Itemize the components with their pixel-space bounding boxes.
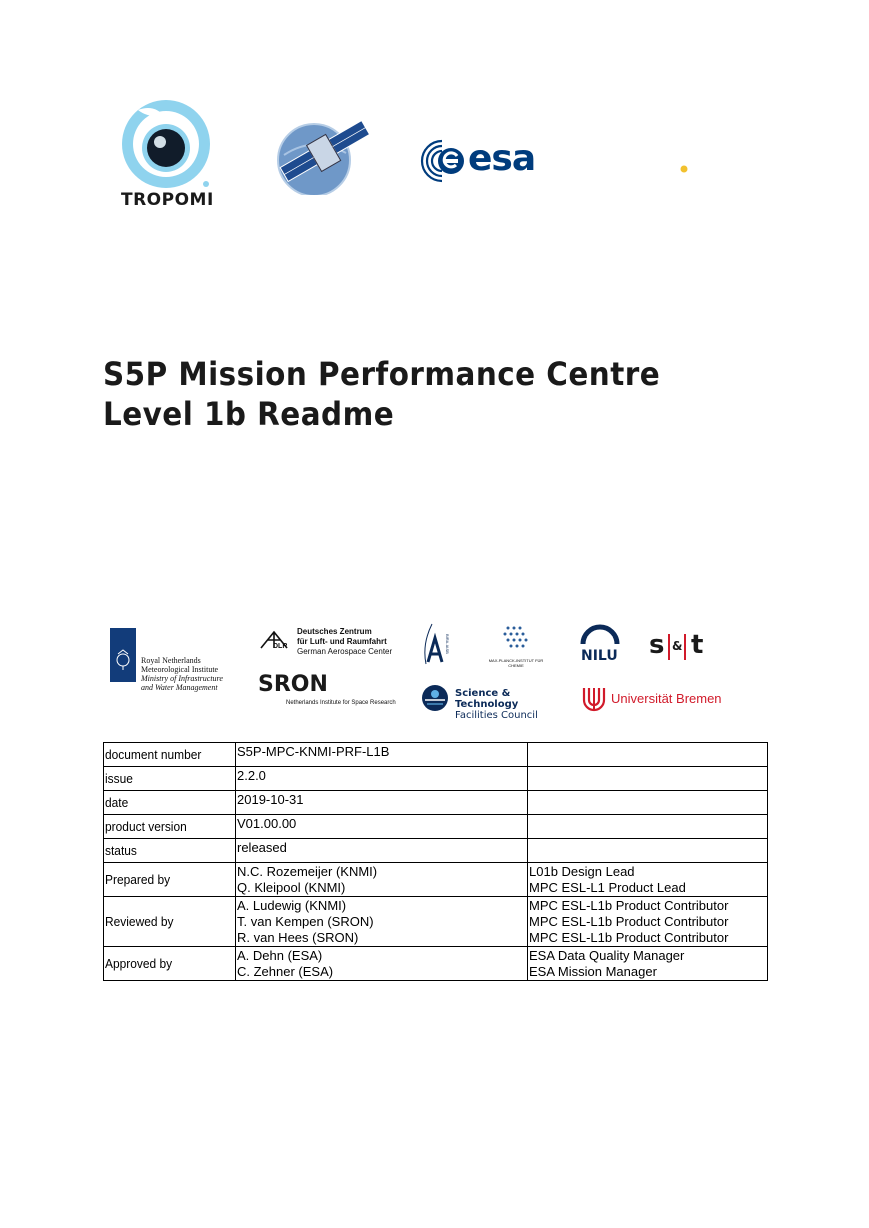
page-title [103, 354, 673, 434]
mpic-dots-icon [496, 624, 536, 654]
stfc-emblem-icon [421, 684, 449, 712]
row-value: released [236, 839, 528, 863]
tropomi-label: TROPOMI [121, 190, 214, 210]
nilu-label: NILU [581, 648, 618, 664]
row-value: 2019-10-31 [236, 791, 528, 815]
row-label: Approved by [104, 947, 236, 981]
nilu-logo [580, 622, 624, 670]
dlr-line-3: German Aerospace Center [297, 647, 393, 656]
table-row [104, 815, 768, 839]
title-line-1: S5P Mission Performance Centre [103, 355, 661, 393]
tropomi-logo [118, 100, 218, 210]
row-value: S5P-MPC-KNMI-PRF-L1B [236, 743, 528, 767]
st-t: t [691, 630, 704, 660]
table-row [104, 897, 768, 947]
row-role: ESA Data Quality Manager ESA Mission Manager [528, 947, 768, 981]
row-label: status [104, 839, 236, 863]
satellite-logo [276, 115, 376, 195]
row-role [528, 743, 768, 767]
knmi-line-3: Ministry of Infrastructure [141, 674, 223, 683]
row-value: A. Ludewig (KNMI) T. van Kempen (SRON) R. van Hees (SRON) [236, 897, 528, 947]
mpic-label: MAX-PLANCK-INSTITUT FÜR CHEMIE [488, 658, 544, 668]
row-value: 2.2.0 [236, 767, 528, 791]
row-role [528, 839, 768, 863]
table-row [104, 743, 768, 767]
nilu-arc-icon [580, 622, 620, 646]
row-label: date [104, 791, 236, 815]
row-role [528, 791, 768, 815]
knmi-line-1: Royal Netherlands [141, 656, 201, 665]
knmi-line-2: Meteorological Institute [141, 665, 219, 674]
row-label: issue [104, 767, 236, 791]
knmi-crest-icon [110, 628, 136, 682]
dlr-line-1: Deutsches Zentrum [297, 627, 372, 636]
row-role [528, 815, 768, 839]
stfc-line-2: Facilities Council [455, 710, 538, 721]
satellite-icon [276, 115, 376, 195]
row-value: V01.00.00 [236, 815, 528, 839]
title-line-2: Level 1b Readme [103, 395, 395, 433]
table-row [104, 791, 768, 815]
st-amp: & [672, 639, 683, 653]
sron-subtitle: Netherlands Institute for Space Research [286, 700, 396, 706]
bremen-label: Universität Bremen [611, 691, 722, 706]
st-logo [649, 630, 719, 666]
table-row [104, 947, 768, 981]
row-label: document number [104, 743, 236, 767]
row-role [528, 767, 768, 791]
sron-label: SRON [258, 672, 328, 697]
dlr-logo [257, 624, 407, 664]
knmi-line-4: and Water Management [141, 683, 218, 692]
esa-logo [418, 137, 558, 187]
bira-label: BIRA-IASB [445, 634, 450, 654]
tropomi-emblem-icon [118, 100, 218, 190]
sron-logo [258, 672, 403, 710]
bremen-emblem-icon [581, 686, 607, 712]
row-label: Reviewed by [104, 897, 236, 947]
row-value: N.C. Rozemeijer (KNMI) Q. Kleipool (KNMI) [236, 863, 528, 897]
knmi-logo [110, 628, 230, 690]
bira-logo [420, 620, 450, 668]
esa-label: esa [468, 138, 536, 179]
row-role: L01b Design Lead MPC ESL-L1 Product Lead [528, 863, 768, 897]
mpic-logo [486, 624, 546, 668]
row-value: A. Dehn (ESA) C. Zehner (ESA) [236, 947, 528, 981]
stfc-line-1: Science & Technology [455, 688, 519, 710]
document-info-table [103, 742, 768, 981]
st-s: s [649, 630, 665, 660]
copernicus-dot-icon [680, 160, 688, 168]
dlr-mark: DLR [273, 643, 288, 650]
dlr-line-2: für Luft- und Raumfahrt [297, 637, 387, 646]
row-label: Prepared by [104, 863, 236, 897]
bremen-logo [581, 686, 731, 714]
row-label: product version [104, 815, 236, 839]
table-row [104, 767, 768, 791]
table-row [104, 863, 768, 897]
stfc-logo [421, 684, 561, 721]
esa-emblem-icon [418, 137, 468, 185]
table-row [104, 839, 768, 863]
row-role: MPC ESL-L1b Product Contributor MPC ESL-L1b Product Contributor MPC ESL-L1b Product Contributor [528, 897, 768, 947]
